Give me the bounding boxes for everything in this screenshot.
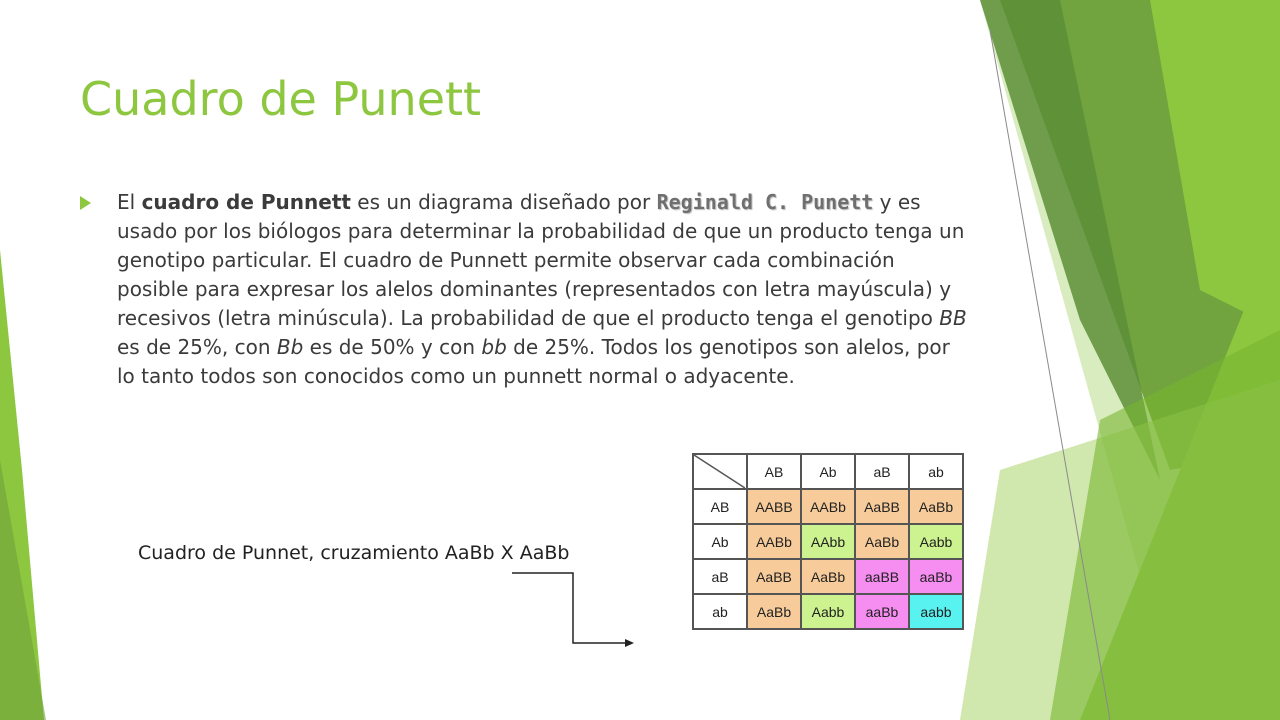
diagonal-line-icon xyxy=(694,455,745,488)
para-genotype-bb-upper: BB xyxy=(939,306,967,330)
para-text-7: es de 25%, con xyxy=(117,335,277,359)
para-genotype-bb-mixed: Bb xyxy=(276,335,304,359)
punnett-cell: AaBb xyxy=(855,524,909,559)
punnett-cell: AaBb xyxy=(747,594,801,629)
punnett-col-header: ab xyxy=(909,454,963,489)
punnett-cell: AABB xyxy=(747,489,801,524)
figure-caption: Cuadro de Punnet, cruzamiento AaBb X AaBb xyxy=(138,542,570,564)
right-shape-overlay xyxy=(1050,330,1280,720)
punnett-cell: aaBB xyxy=(855,559,909,594)
punnett-cell: aaBb xyxy=(909,559,963,594)
punnett-row xyxy=(693,559,963,594)
punnett-cell: AaBb xyxy=(909,489,963,524)
punnett-cell: AABb xyxy=(747,524,801,559)
punnett-cell: aaBb xyxy=(855,594,909,629)
punnett-cell: AaBB xyxy=(747,559,801,594)
para-text-5: y es usado por los biólogos para determinar la probabilidad de que un producto tenga un genotipo particular. El cuadro de Punnett permite observar cada combinación posible para expresar los alelos dominantes (representados con letra mayúscula) y recesivos (letra minúscula). La probabilidad de que el producto tenga el genotipo xyxy=(117,190,965,330)
slide-paragraph xyxy=(117,188,967,391)
punnett-cell: aabb xyxy=(909,594,963,629)
punnett-header-row xyxy=(693,454,963,489)
para-author: Reginald C. Punett xyxy=(656,190,874,214)
punnett-cell: AaBb xyxy=(801,559,855,594)
punnett-row xyxy=(693,489,963,524)
punnett-col-header: aB xyxy=(855,454,909,489)
punnett-cell: AaBB xyxy=(855,489,909,524)
bullet-arrow-icon xyxy=(80,196,91,210)
punnett-row-header: aB xyxy=(693,559,747,594)
punnett-cell: Aabb xyxy=(801,594,855,629)
punnett-cell: Aabb xyxy=(909,524,963,559)
para-text-11: de 25%. Todos los genotipos son alelos, por lo tanto todos son conocidos como un punnett normal o adyacente. xyxy=(117,335,950,388)
punnett-cell: AABb xyxy=(801,489,855,524)
para-text-3: es un diagrama diseñado por xyxy=(350,190,657,214)
punnett-col-header: AB xyxy=(747,454,801,489)
punnett-row-header: AB xyxy=(693,489,747,524)
punnett-row-header: Ab xyxy=(693,524,747,559)
punnett-row xyxy=(693,594,963,629)
punnett-corner-cell xyxy=(693,454,747,489)
punnett-cell: AAbb xyxy=(801,524,855,559)
para-genotype-bb-lower: bb xyxy=(481,335,507,359)
punnett-col-header: Ab xyxy=(801,454,855,489)
para-term: cuadro de Punnett xyxy=(141,190,351,214)
slide-title: Cuadro de Punett xyxy=(80,72,482,126)
para-text-9: es de 50% y con xyxy=(303,335,482,359)
para-text-1: El xyxy=(117,190,142,214)
punnett-row-header: ab xyxy=(693,594,747,629)
punnett-row xyxy=(693,524,963,559)
punnett-square xyxy=(692,453,964,630)
